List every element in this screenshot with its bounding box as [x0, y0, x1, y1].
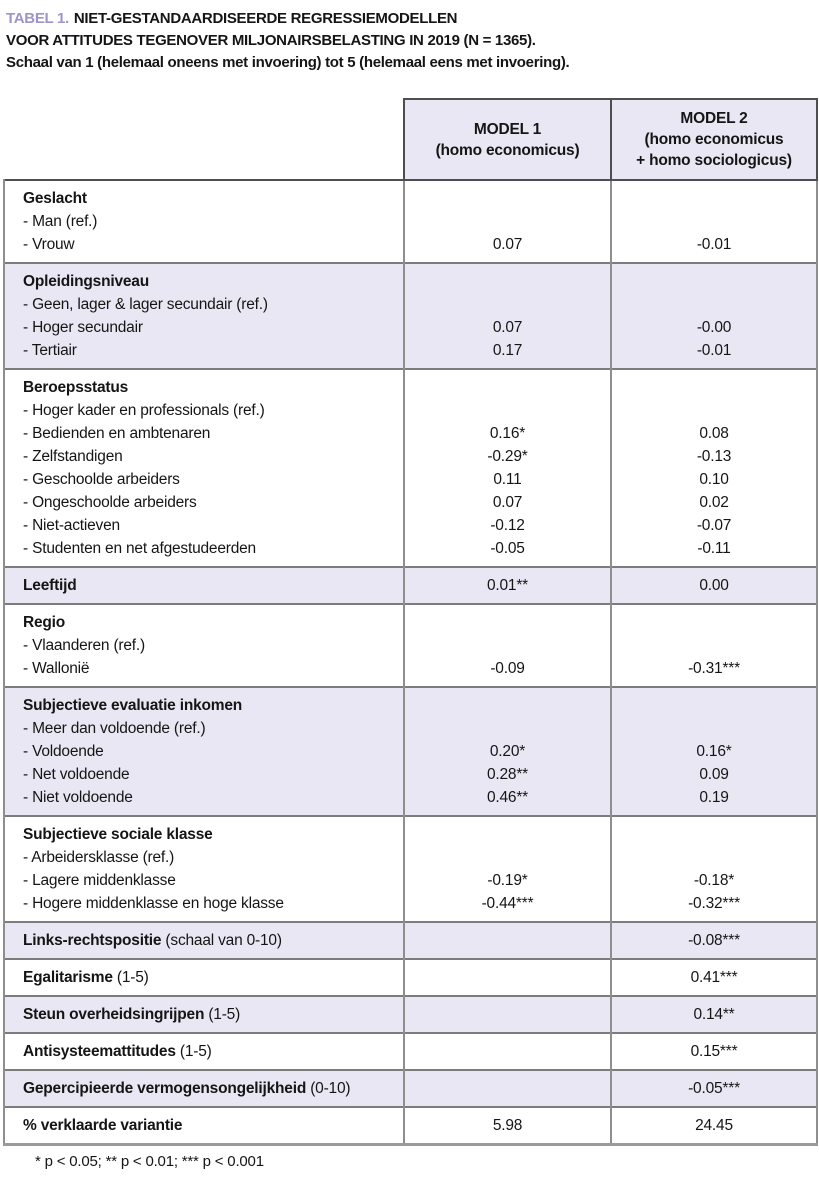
table-row	[4, 316, 817, 339]
column-header-model2	[611, 99, 817, 180]
model1-value: 0.01**	[404, 567, 611, 604]
row-label: Links-rechtspositie (schaal van 0-10)	[4, 922, 404, 959]
model1-value	[404, 1033, 611, 1070]
table-row	[4, 869, 817, 892]
table-row	[4, 468, 817, 491]
model2-value	[611, 210, 817, 233]
model2-value: 0.15***	[611, 1033, 817, 1070]
table-row	[4, 445, 817, 468]
model2-value: -0.05***	[611, 1070, 817, 1107]
row-label: - Tertiair	[4, 339, 404, 369]
row-label: - Geschoolde arbeiders	[4, 468, 404, 491]
model1-value: 5.98	[404, 1107, 611, 1145]
model1-value: 0.11	[404, 468, 611, 491]
model2-value: 0.19	[611, 786, 817, 816]
row-label: - Hoger secundair	[4, 316, 404, 339]
table-row	[4, 996, 817, 1033]
row-label: - Niet voldoende	[4, 786, 404, 816]
model1-value: 0.20*	[404, 740, 611, 763]
row-label: - Studenten en net afgestudeerden	[4, 537, 404, 567]
model1-value: 0.46**	[404, 786, 611, 816]
model2-value: -0.32***	[611, 892, 817, 922]
model2-value: -0.08***	[611, 922, 817, 959]
table-row	[4, 491, 817, 514]
significance-footnote: * p < 0.05; ** p < 0.01; *** p < 0.001	[35, 1153, 264, 1170]
model2-subtitle-2: + homo sociologicus)	[636, 152, 792, 169]
model1-value: 0.17	[404, 339, 611, 369]
table-row	[4, 786, 817, 816]
row-label: - Vrouw	[4, 233, 404, 263]
model1-value	[404, 717, 611, 740]
model2-value	[611, 717, 817, 740]
caption-scale-note: Schaal van 1 (helemaal oneens met invoering) tot 5 (helemaal eens met invoering).	[6, 54, 570, 71]
model1-value: 0.07	[404, 316, 611, 339]
row-label: - Arbeidersklasse (ref.)	[4, 846, 404, 869]
model2-value	[611, 369, 817, 399]
table-row	[4, 369, 817, 399]
table-row	[4, 717, 817, 740]
model2-value	[611, 816, 817, 846]
model2-title: MODEL 2	[680, 110, 748, 127]
model1-value: 0.07	[404, 491, 611, 514]
table-row	[4, 959, 817, 996]
model2-value: 0.14**	[611, 996, 817, 1033]
model1-value: 0.16*	[404, 422, 611, 445]
table-row	[4, 846, 817, 869]
table-row	[4, 816, 817, 846]
model2-value	[611, 263, 817, 293]
model1-value: 0.28**	[404, 763, 611, 786]
model2-value	[611, 293, 817, 316]
row-label: - Meer dan voldoende (ref.)	[4, 717, 404, 740]
table-row	[4, 604, 817, 634]
table-row	[4, 180, 817, 210]
table-row	[4, 537, 817, 567]
regression-table	[3, 98, 818, 1146]
table-row	[4, 1070, 817, 1107]
caption-line-2: VOOR ATTITUDES TEGENOVER MILJONAIRSBELASTING IN 2019 (N = 1365).	[6, 32, 536, 49]
row-label: Regio	[4, 604, 404, 634]
row-label: Beroepsstatus	[4, 369, 404, 399]
model2-value: -0.13	[611, 445, 817, 468]
header-row	[4, 99, 817, 180]
model1-value	[404, 846, 611, 869]
row-label: - Hoger kader en professionals (ref.)	[4, 399, 404, 422]
model1-value	[404, 263, 611, 293]
table-row	[4, 634, 817, 657]
table-caption	[6, 8, 569, 74]
model1-value: -0.44***	[404, 892, 611, 922]
model2-value: -0.31***	[611, 657, 817, 687]
row-label: - Voldoende	[4, 740, 404, 763]
model1-value	[404, 816, 611, 846]
table-row	[4, 763, 817, 786]
model2-value	[611, 399, 817, 422]
model2-value	[611, 180, 817, 210]
row-label: Gepercipieerde vermogensongelijkheid (0-10)	[4, 1070, 404, 1107]
model2-value: -0.01	[611, 233, 817, 263]
table-row	[4, 210, 817, 233]
table-row	[4, 687, 817, 717]
model2-value: 0.41***	[611, 959, 817, 996]
row-label: % verklaarde variantie	[4, 1107, 404, 1145]
row-label: - Net voldoende	[4, 763, 404, 786]
table-row	[4, 263, 817, 293]
table-row	[4, 1033, 817, 1070]
row-label: - Man (ref.)	[4, 210, 404, 233]
table-row	[4, 1107, 817, 1145]
table-row	[4, 399, 817, 422]
model2-value: 0.10	[611, 468, 817, 491]
row-label: - Hogere middenklasse en hoge klasse	[4, 892, 404, 922]
model1-value	[404, 180, 611, 210]
model1-title: MODEL 1	[473, 120, 542, 138]
model2-value	[611, 687, 817, 717]
model2-value: 0.02	[611, 491, 817, 514]
model2-subtitle-1: (homo economicus	[644, 131, 784, 148]
row-label: - Lagere middenklasse	[4, 869, 404, 892]
table-row	[4, 293, 817, 316]
caption-title: NIET-GESTANDAARDISEERDE REGRESSIEMODELLEN	[73, 10, 458, 27]
row-label: Geslacht	[4, 180, 404, 210]
model1-value	[404, 996, 611, 1033]
table-row	[4, 892, 817, 922]
model2-value: -0.00	[611, 316, 817, 339]
row-label: Egalitarisme (1-5)	[4, 959, 404, 996]
row-label: - Geen, lager & lager secundair (ref.)	[4, 293, 404, 316]
row-label: - Wallonië	[4, 657, 404, 687]
model1-value: -0.05	[404, 537, 611, 567]
model2-value	[611, 634, 817, 657]
table-row	[4, 922, 817, 959]
table-row	[4, 339, 817, 369]
model2-value: 0.08	[611, 422, 817, 445]
model1-subtitle: (homo economicus)	[435, 141, 580, 159]
table-row	[4, 567, 817, 604]
model1-value: -0.12	[404, 514, 611, 537]
model2-value: -0.07	[611, 514, 817, 537]
row-label: - Vlaanderen (ref.)	[4, 634, 404, 657]
model2-value: 24.45	[611, 1107, 817, 1145]
model1-value: 0.07	[404, 233, 611, 263]
row-label: - Zelfstandigen	[4, 445, 404, 468]
model1-value: -0.09	[404, 657, 611, 687]
model1-value: -0.19*	[404, 869, 611, 892]
model2-value	[611, 604, 817, 634]
caption-line-1	[6, 8, 569, 30]
model2-value: 0.16*	[611, 740, 817, 763]
row-label: Opleidingsniveau	[4, 263, 404, 293]
model2-value: 0.00	[611, 567, 817, 604]
table-number: TABEL 1.	[6, 10, 69, 27]
model1-value	[404, 1070, 611, 1107]
model1-value	[404, 399, 611, 422]
model1-value	[404, 369, 611, 399]
table-row	[4, 657, 817, 687]
model1-value: -0.29*	[404, 445, 611, 468]
row-label: - Niet-actieven	[4, 514, 404, 537]
model1-value	[404, 687, 611, 717]
model1-value	[404, 634, 611, 657]
row-label: - Bedienden en ambtenaren	[4, 422, 404, 445]
model1-value	[404, 922, 611, 959]
model2-value	[611, 846, 817, 869]
model1-value	[404, 604, 611, 634]
row-label: Steun overheidsingrijpen (1-5)	[4, 996, 404, 1033]
corner-cell	[4, 99, 404, 180]
row-label: Leeftijd	[4, 567, 404, 604]
row-label: Antisysteemattitudes (1-5)	[4, 1033, 404, 1070]
table-row	[4, 514, 817, 537]
table-row	[4, 740, 817, 763]
model1-value	[404, 210, 611, 233]
row-label: Subjectieve evaluatie inkomen	[4, 687, 404, 717]
model2-value: -0.11	[611, 537, 817, 567]
model2-value: 0.09	[611, 763, 817, 786]
model2-value: -0.01	[611, 339, 817, 369]
model1-value	[404, 293, 611, 316]
column-header-model1	[404, 99, 611, 180]
model1-value	[404, 959, 611, 996]
model2-value: -0.18*	[611, 869, 817, 892]
table-row	[4, 233, 817, 263]
row-label: - Ongeschoolde arbeiders	[4, 491, 404, 514]
row-label: Subjectieve sociale klasse	[4, 816, 404, 846]
table-row	[4, 422, 817, 445]
